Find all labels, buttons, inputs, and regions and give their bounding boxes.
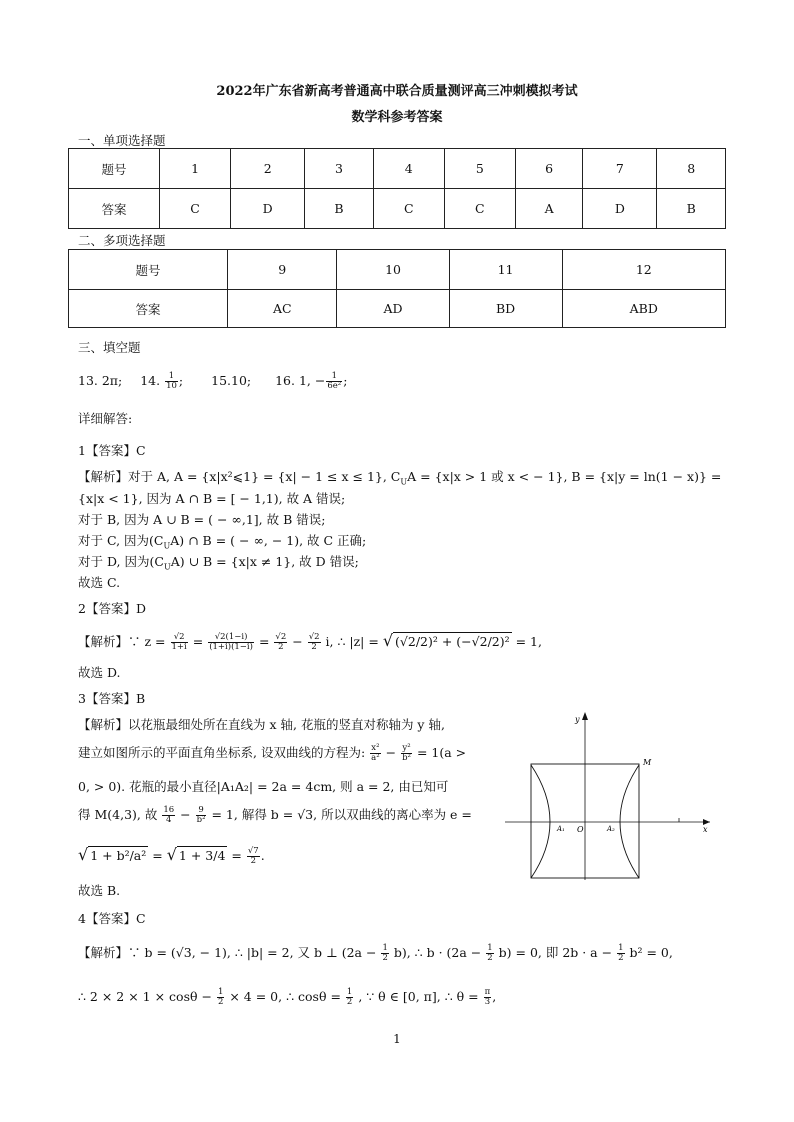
table-row — [69, 149, 726, 189]
table-cell: B — [657, 189, 726, 229]
table-cell: 3 — [305, 149, 373, 189]
q4-answer-head: 4【答案】C — [78, 911, 146, 926]
table-cell: ABD — [562, 290, 725, 328]
row-label: 题号 — [69, 149, 160, 189]
q1-line: 对于 D, 因为$(C_UA)$ ∪ B = {x|x ≠ 1}, 故 D 错误; — [78, 554, 359, 572]
q3-line: 建立如图所示的平面直角坐标系, 设双曲线的方程为: $\frac{\text{x²}}{\text{a²}}$ − $\frac{\text{y²}}{\text{b²}}$ = 1(a > — [78, 743, 467, 763]
q1-line: {x|x < 1}, 因为 A ∩ B = [ − 1,1), 故 A 错误; — [78, 491, 346, 506]
table-cell: 8 — [657, 149, 726, 189]
table-cell: 1 — [160, 149, 231, 189]
q3-line: 得 M(4,3), 故 $\frac{16}{4}$ − $\frac{9}{\text{b²}}$ = 1, 解得 b = √3, 所以双曲线的离心率为 e = — [78, 805, 472, 825]
table-row — [69, 290, 726, 328]
q3-line: √ 1 + b²/a² = √ 1 + 3/4 = $\frac{√7}{2}$ . — [78, 845, 265, 866]
table-cell: C — [373, 189, 444, 229]
table-cell: D — [583, 189, 657, 229]
table-cell: A — [515, 189, 582, 229]
q2-answer-head: 2【答案】D — [78, 601, 146, 616]
table-cell: 7 — [583, 149, 657, 189]
document-subtitle: 数学科参考答案 — [351, 110, 443, 125]
table-cell: C — [444, 189, 515, 229]
row-label: 答案 — [69, 290, 228, 328]
table-cell: 2 — [231, 149, 305, 189]
single-choice-table — [68, 148, 726, 229]
table-cell: 4 — [373, 149, 444, 189]
q1-line: 对于 C, 因为$(C_UA)$ ∩ B = ( − ∞, − 1), 故 C 正确; — [78, 533, 367, 551]
section1-heading: 一、单项选择题 — [78, 133, 166, 148]
table-row — [69, 189, 726, 229]
fill-answers — [78, 372, 347, 391]
point-a1-label: A₁ — [557, 825, 565, 833]
table-cell: AD — [337, 290, 449, 328]
point-m-label: M — [643, 758, 652, 767]
q3-line: 0, > 0). 花瓶的最小直径|A₁A₂| = 2a = 4cm, 则 a = 2, 由已知可 — [78, 779, 449, 794]
q3-line: 故选 B. — [78, 883, 121, 898]
point-a2-label: A₂ — [607, 825, 615, 833]
table-cell: 9 — [228, 250, 337, 290]
row-label: 答案 — [69, 189, 160, 229]
section2-heading: 二、多项选择题 — [78, 233, 166, 248]
answer-14: 14. $\frac{1}{10}$ ; — [140, 371, 184, 391]
answer-15: 15.10; — [211, 373, 252, 388]
table-cell: BD — [449, 290, 562, 328]
q1-line: 【解析】对于 A, A = {x|x²⩽1} = {x| − 1 ≤ x ≤ 1}, $C_UA = \{x|x > 1$ 或 x < − 1}, B = {x|y = ln(1 − x)} = — [78, 469, 722, 487]
hyperbola-figure — [505, 708, 715, 880]
q2-line: 故选 D. — [78, 665, 121, 680]
multi-choice-table — [68, 249, 726, 328]
q3-line: 【解析】以花瓶最细处所在直线为 x 轴, 花瓶的竖直对称轴为 y 轴, — [78, 717, 445, 732]
row-label: 题号 — [69, 250, 228, 290]
answer-13: 13. 2π; — [78, 373, 123, 388]
q2-line: 【解析】∵ z = $\frac{√2}{1+i}$ = $\frac{√2(1-i)}{(1+i)(1-i)}$ = $\frac{√2}{2}$ − $\frac{√2}{2}$ i, ∴ |z| = √ (√2/2)² + (−√2/2)² = 1, — [78, 631, 542, 652]
q1-line: 故选 C. — [78, 575, 121, 590]
x-label: x — [703, 825, 708, 834]
section3-heading: 三、填空题 — [78, 340, 141, 355]
detail-heading: 详细解答: — [78, 411, 133, 426]
table-cell: B — [305, 189, 373, 229]
q1-line: 对于 B, 因为 A ∪ B = ( − ∞,1], 故 B 错误; — [78, 512, 326, 527]
q3-answer-head: 3【答案】B — [78, 691, 146, 706]
page-number: 1 — [393, 1032, 401, 1046]
answer-16: 16. 1, − $\frac{1}{\text{6e²}}$ ; — [275, 371, 348, 391]
hyperbola-right-branch — [620, 765, 639, 878]
table-cell: AC — [228, 290, 337, 328]
table-cell: 10 — [337, 250, 449, 290]
q4-line: 【解析】∵ b = (√3, − 1), ∴ |b| = 2, 又 b ⊥ (2a − $\frac{1}{2}$ b), ∴ b · (2a − $\frac{1}{2}$ b) = 0, 即 2b · a − $\frac{1}{2}$ b² = 0, — [78, 943, 673, 963]
document-title: 2022年广东省新高考普通高中联合质量测评高三冲刺模拟考试 — [216, 84, 578, 99]
table-cell: 12 — [562, 250, 725, 290]
y-label: y — [575, 715, 580, 724]
table-cell: C — [160, 189, 231, 229]
q1-answer-head: 1【答案】C — [78, 443, 146, 458]
table-cell: 11 — [449, 250, 562, 290]
hyperbola-left-branch — [531, 765, 550, 878]
y-axis-arrow-icon — [582, 712, 588, 720]
table-cell: 5 — [444, 149, 515, 189]
table-cell: 6 — [515, 149, 582, 189]
origin-label: O — [577, 825, 584, 834]
table-row — [69, 250, 726, 290]
q4-line: ∴ 2 × 2 × 1 × cosθ − $\frac{1}{2}$ × 4 = 0, ∴ cosθ = $\frac{1}{2}$ , ∵ θ ∈ [0, π], ∴ θ = $\frac{\pi}{3}$ , — [78, 987, 497, 1007]
table-cell: D — [231, 189, 305, 229]
